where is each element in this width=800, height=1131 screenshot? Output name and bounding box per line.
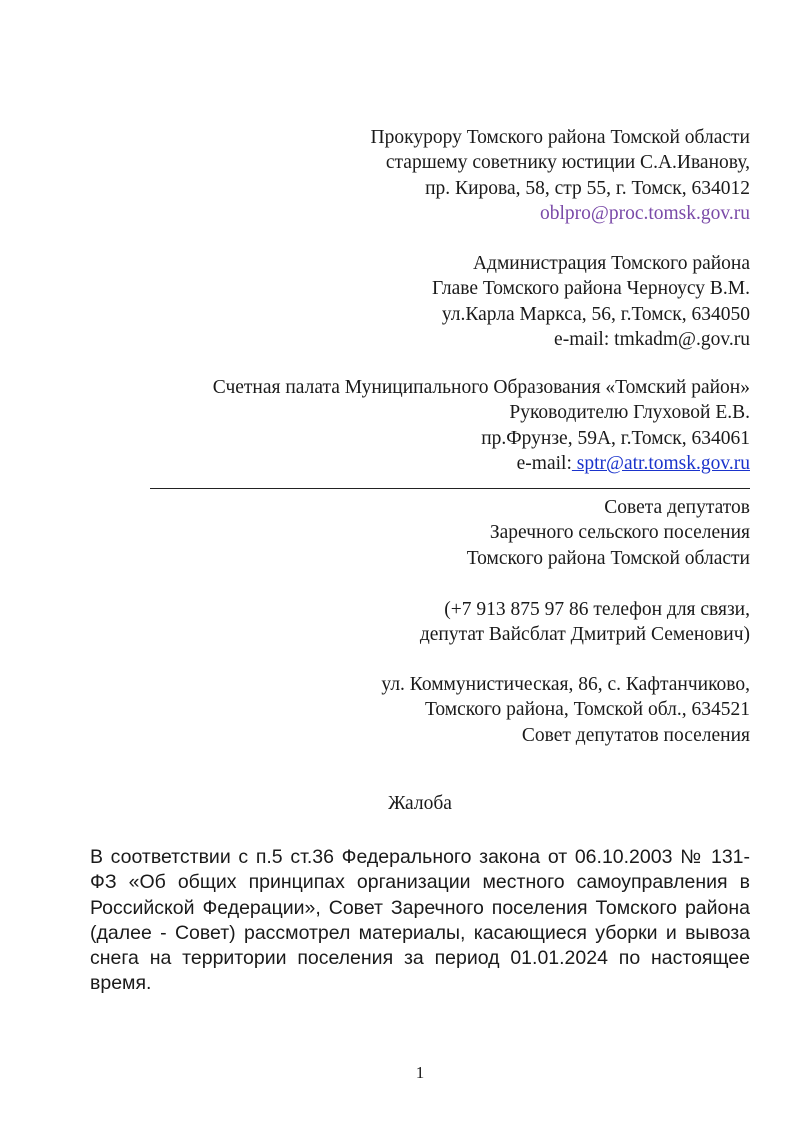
sender-line: Заречного сельского поселения [489, 522, 750, 544]
address-line: Совет депутатов поселения [521, 724, 750, 746]
document-title: Жалоба [388, 793, 452, 814]
recipient-email: oblpro@proc.tomsk.gov.ru [539, 202, 750, 224]
recipient-administration [432, 251, 750, 352]
sender-contact [420, 597, 750, 648]
recipient-audit-chamber [213, 375, 750, 476]
email-link[interactable]: sptr@atr.tomsk.gov.ru [571, 452, 750, 474]
recipient-line: старшему советнику юстиции С.А.Иванову, [385, 152, 750, 174]
address-line: ул. Коммунистическая, 86, с. Кафтанчиково, [381, 674, 750, 695]
recipient-prosecutor [371, 125, 750, 226]
complaint-body: В соответствии с п.5 ст.36 Федерального закона от 06.10.2003 № 131-ФЗ «Об общих принципах организации местного самоуправления в Российской Федерации», Совет Заречного поселения Томского района (далее - Совет) рассмотрел материалы, касающиеся уборки и вывоза снега на территории поселения за период 01.01.2024 по настоящее время. [90, 846, 750, 995]
recipient-line: Счетная палата Муниципального Образования «Томский район» [212, 377, 750, 398]
recipient-email: e-mail: tmkadm@.gov.ru [554, 328, 750, 350]
page-number: 1 [415, 1063, 425, 1082]
address-line: Томского района, Томской обл., 634521 [424, 699, 750, 721]
recipient-line: Администрация Томского района [472, 253, 750, 274]
sender-address [381, 672, 750, 748]
contact-line: (+7 913 875 97 86 телефон для связи, [444, 599, 750, 620]
recipient-line: пр. Кирова, 58, стр 55, г. Томск, 634012 [425, 177, 750, 199]
recipient-line: Руководителю Глуховой Е.В. [509, 402, 750, 424]
email-label: e-mail: [516, 452, 572, 474]
sender-line: Совета депутатов [604, 497, 750, 518]
sender-line: Томского района Томской области [466, 547, 750, 569]
contact-line: депутат Вайсблат Дмитрий Семенович) [419, 624, 750, 646]
recipient-line: Главе Томского района Черноусу В.М. [432, 278, 750, 300]
recipient-line: пр.Фрунзе, 59А, г.Томск, 634061 [481, 427, 750, 449]
recipient-line: ул.Карла Маркса, 56, г.Томск, 634050 [441, 303, 750, 325]
sender-council [467, 495, 750, 571]
recipient-line: Прокурору Томского района Томской области [370, 127, 750, 148]
recipient-email-row [213, 451, 750, 476]
separator-line [150, 488, 750, 489]
